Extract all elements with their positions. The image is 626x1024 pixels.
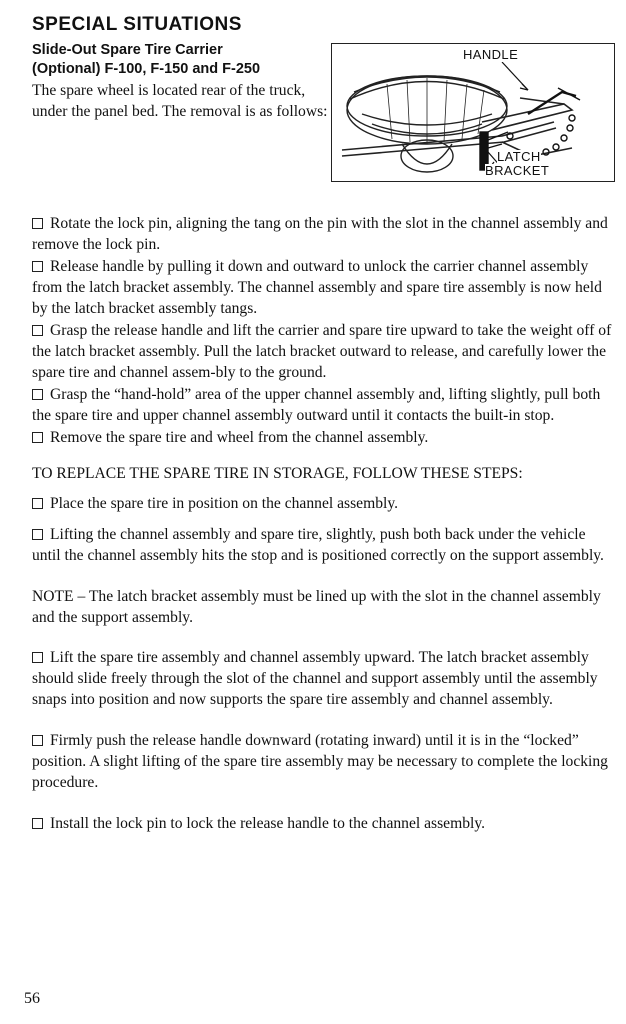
step-text: Lifting the channel assembly and spare tire, slightly, push both back under the vehicle until the channel assembly hits the stop and is positioned correctly on the support assembly. — [32, 526, 604, 564]
intro-block — [32, 41, 328, 122]
step-text: Lift the spare tire assembly and channel assembly upward. The latch bracket assembly should slide freely through the slot of the channel and support assembly until the assembly snaps into position and now supports the spare tire assembly and channel assembly. — [32, 649, 598, 708]
removal-step-5 — [32, 427, 614, 448]
step-text: Release handle by pulling it down and outward to unlock the carrier channel assembly from the latch bracket assembly. The channel assembly and spare tire assembly is now held by the latch bracket assembly tangs. — [32, 258, 602, 317]
spare-tire-carrier-illustration — [331, 43, 615, 182]
note: NOTE – The latch bracket assembly must be lined up with the slot in the channel assembly and the support assembly. — [32, 588, 601, 626]
final-steps — [32, 647, 614, 834]
step-text: Firmly push the release handle downward (rotating inward) until it is in the “locked” position. A slight lifting of the spare tire assembly may be necessary to complete the locking procedure. — [32, 732, 608, 791]
step-checkbox — [32, 735, 43, 746]
removal-step-4 — [32, 384, 614, 426]
latch-label: LATCH — [497, 149, 541, 164]
removal-step-2 — [32, 256, 614, 319]
step-text: Rotate the lock pin, aligning the tang on the pin with the slot in the channel assembly and remove the lock pin. — [32, 215, 608, 253]
replace-steps — [32, 493, 614, 566]
final-step-1 — [32, 647, 614, 710]
step-checkbox — [32, 818, 43, 829]
replace-step-1 — [32, 493, 614, 514]
subheading-line-2: (Optional) F-100, F-150 and F-250 — [32, 61, 261, 77]
step-checkbox — [32, 325, 43, 336]
step-checkbox — [32, 261, 43, 272]
removal-step-3 — [32, 320, 614, 383]
intro-text: The spare wheel is located rear of the truck, under the panel bed. The removal is as follows: — [32, 82, 328, 120]
bracket-label: BRACKET — [485, 163, 550, 178]
final-step-3 — [32, 813, 614, 834]
tire-carrier-drawing — [332, 44, 616, 183]
handle-label: HANDLE — [463, 47, 519, 62]
replace-heading: TO REPLACE THE SPARE TIRE IN STORAGE, FOLLOW THESE STEPS: — [32, 465, 523, 482]
section-title: SPECIAL SITUATIONS — [32, 14, 242, 35]
intro-section — [32, 41, 614, 213]
step-checkbox — [32, 389, 43, 400]
step-checkbox — [32, 498, 43, 509]
step-checkbox — [32, 652, 43, 663]
step-checkbox — [32, 218, 43, 229]
removal-step-1 — [32, 213, 614, 255]
step-text: Place the spare tire in position on the channel assembly. — [50, 495, 399, 512]
subheading-line-1: Slide-Out Spare Tire Carrier — [32, 42, 223, 58]
final-step-2 — [32, 730, 614, 793]
step-text: Install the lock pin to lock the release handle to the channel assembly. — [50, 815, 486, 832]
step-text: Grasp the “hand-hold” area of the upper channel assembly and, lifting slightly, pull both the spare tire and upper channel assembly outward until it contacts the built-in stop. — [32, 386, 601, 424]
removal-steps — [32, 213, 614, 448]
page-number: 56 — [24, 990, 40, 1007]
step-text: Grasp the release handle and lift the carrier and spare tire upward to take the weight off of the latch bracket assembly. Pull the latch bracket outward to release, and carefully lower the spare tire and channel assem-bly to the ground. — [32, 322, 612, 381]
step-checkbox — [32, 432, 43, 443]
replace-step-2 — [32, 524, 614, 566]
manual-page — [32, 14, 614, 835]
step-text: Remove the spare tire and wheel from the channel assembly. — [50, 429, 429, 446]
step-checkbox — [32, 529, 43, 540]
